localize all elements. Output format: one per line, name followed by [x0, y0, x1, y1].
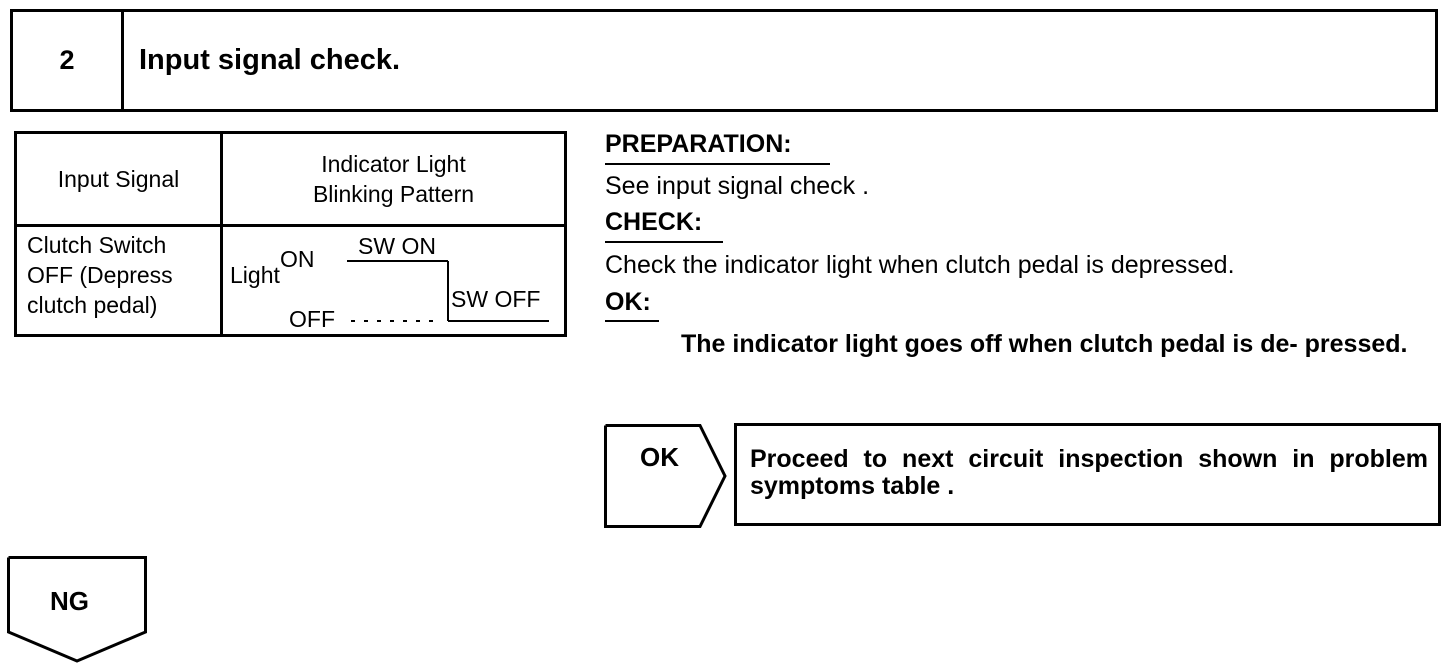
wave-sw-on-label: SW ON	[358, 233, 436, 259]
preparation-underline	[605, 163, 830, 165]
ok-branch-box	[734, 423, 1441, 526]
ng-branch-label: NG	[50, 586, 89, 616]
blinking-pattern-waveform	[223, 227, 567, 337]
ok-criteria-text: The indicator light goes off when clutch pedal is de- pressed.	[681, 330, 1408, 358]
wave-off-label: OFF	[289, 306, 335, 332]
header-input-signal: Input Signal	[57, 165, 180, 192]
ok-arrow-icon	[604, 424, 728, 528]
ok-criteria-label: OK:	[605, 288, 651, 316]
wave-sw-off-label: SW OFF	[451, 286, 541, 312]
header-pattern-line1: Indicator Light	[321, 151, 466, 177]
wave-on-label: ON	[280, 246, 315, 272]
check-text: Check the indicator light when clutch pedal is depressed.	[605, 251, 1235, 279]
wave-light-label: Light	[230, 262, 280, 288]
check-underline	[605, 241, 723, 243]
step-title: Input signal check.	[139, 44, 401, 76]
ok-branch-label: OK	[640, 442, 679, 472]
input-signal-line3: clutch pedal)	[27, 292, 158, 318]
step-number: 2	[13, 12, 124, 109]
preparation-text: See input signal check .	[605, 172, 870, 200]
input-signal-table	[14, 131, 567, 337]
ok-criteria-underline	[605, 320, 659, 322]
ok-branch-text: Proceed to next circuit inspection shown in problem symptoms table .	[750, 445, 1428, 500]
check-label: CHECK:	[605, 208, 703, 236]
input-signal-line2: OFF (Depress	[27, 262, 173, 288]
input-signal-cell	[27, 230, 217, 320]
step-header	[10, 9, 1438, 112]
input-signal-line1: Clutch Switch	[27, 232, 167, 258]
preparation-label: PREPARATION:	[605, 130, 792, 158]
header-blinking-pattern	[223, 134, 564, 224]
header-pattern-line2: Blinking Pattern	[312, 181, 475, 207]
